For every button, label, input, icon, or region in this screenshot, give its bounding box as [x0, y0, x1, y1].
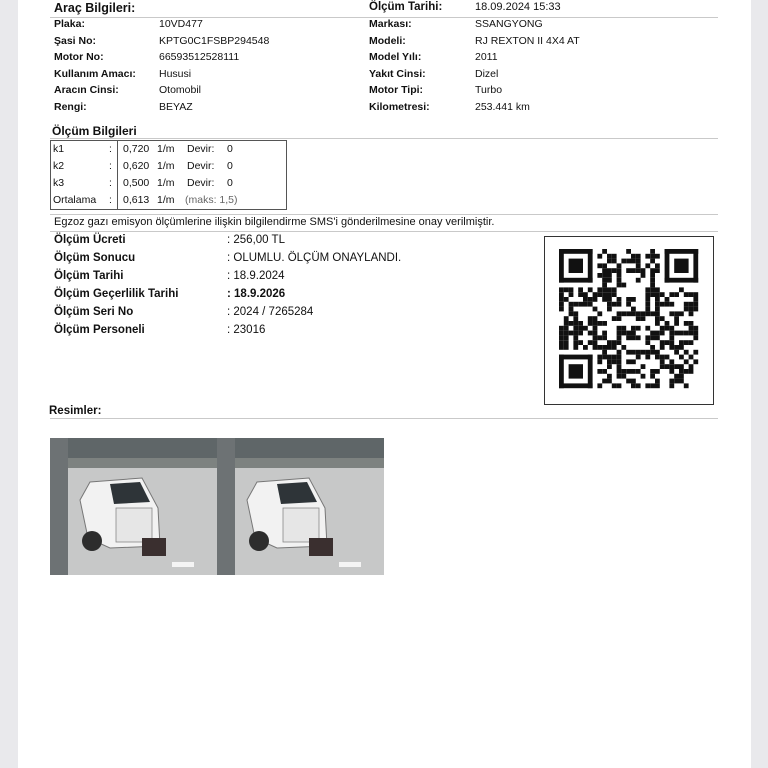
result-label: Ölçüm Seri No	[54, 306, 134, 318]
qr-code	[544, 236, 714, 405]
result-value: : 2024 / 7265284	[227, 306, 314, 318]
result-label: Ölçüm Ücreti	[54, 234, 126, 246]
measure-sep: :	[109, 143, 112, 155]
vehicle-photo-1	[50, 438, 217, 575]
rpm-value: 0	[227, 177, 233, 189]
measurement-average-row	[51, 192, 286, 209]
measure-value: 0,500	[123, 177, 150, 189]
measure-unit: 1/m	[157, 160, 175, 172]
measure-value: 0,720	[123, 143, 150, 155]
vehicle-field-label: Plaka:	[54, 18, 85, 30]
measure-name: Ortalama	[53, 194, 97, 206]
divider	[50, 231, 718, 232]
rpm-label: Devir:	[187, 160, 215, 172]
vehicle-field-value: KPTG0C1FSBP294548	[159, 34, 270, 47]
sms-consent-note: Egzoz gazı emisyon ölçümlerine ilişkin bilgilendirme SMS'i gönderilmesine onay verilmiştir.	[54, 216, 495, 228]
measure-value: 0,613	[123, 194, 150, 206]
result-label: Ölçüm Personeli	[54, 324, 145, 336]
measure-name: k3	[53, 177, 65, 189]
rpm-value: 0	[227, 160, 233, 172]
measure-date-value: 18.09.2024 15:33	[475, 1, 561, 13]
vehicle-info-heading: Araç Bilgileri:	[54, 1, 136, 15]
result-label: Ölçüm Tarihi	[54, 270, 124, 282]
vehicle-field-label: Motor Tipi:	[369, 84, 424, 97]
vehicle-field-label: Modeli:	[369, 34, 406, 47]
vehicle-field-label: Model Yılı:	[369, 51, 422, 64]
measure-name: k2	[53, 160, 65, 172]
divider	[50, 138, 718, 139]
measure-sep: :	[109, 177, 112, 189]
result-value: : OLUMLU. ÖLÇÜM ONAYLANDI.	[227, 252, 402, 264]
result-value: : 18.9.2026	[227, 288, 286, 300]
vehicle-field-label: Motor No:	[54, 51, 104, 64]
measurement-row	[51, 175, 286, 192]
result-label: Ölçüm Sonucu	[54, 252, 136, 264]
measurement-row	[51, 141, 286, 158]
measure-max: (maks: 1,5)	[185, 194, 238, 206]
divider	[50, 214, 718, 215]
vehicle-field-value: SSANGYONG	[475, 18, 543, 30]
result-value: : 23016	[227, 324, 266, 336]
vehicle-field-value: 66593512528111	[159, 51, 240, 64]
document-page	[18, 0, 751, 768]
vehicle-field-label: Şasi No:	[54, 34, 97, 47]
result-value: : 18.9.2024	[227, 270, 285, 282]
measure-unit: 1/m	[157, 194, 175, 206]
vehicle-field-value: Dizel	[475, 67, 499, 80]
vehicle-field-label: Rengi:	[54, 101, 87, 113]
vehicle-field-value: 253.441 km	[475, 101, 530, 113]
qr-code-icon	[545, 237, 713, 404]
measurement-table	[50, 140, 287, 210]
vehicle-field-label: Kullanım Amacı:	[54, 67, 136, 80]
measure-sep: :	[109, 194, 112, 206]
measure-sep: :	[109, 160, 112, 172]
divider	[50, 418, 718, 419]
rpm-value: 0	[227, 143, 233, 155]
vehicle-field-label: Markası:	[369, 18, 412, 30]
measure-unit: 1/m	[157, 177, 175, 189]
measurement-heading: Ölçüm Bilgileri	[52, 124, 137, 138]
result-label: Ölçüm Geçerlilik Tarihi	[54, 288, 179, 300]
result-value: : 256,00 TL	[227, 234, 285, 246]
measurement-row	[51, 158, 286, 175]
rpm-label: Devir:	[187, 177, 215, 189]
vehicle-field-label: Aracın Cinsi:	[54, 84, 119, 97]
vehicle-photo-2	[217, 438, 384, 575]
vehicle-field-value: BEYAZ	[159, 101, 193, 113]
measure-unit: 1/m	[157, 143, 175, 155]
vehicle-field-value: Otomobil	[159, 84, 202, 97]
images-heading: Resimler:	[49, 405, 102, 417]
vehicle-field-value: RJ REXTON II 4X4 AT	[475, 34, 580, 47]
measure-date-label: Ölçüm Tarihi:	[369, 1, 443, 13]
vehicle-field-value: Turbo	[475, 84, 503, 97]
measure-name: k1	[53, 143, 65, 155]
vehicle-field-value: Hususi	[159, 67, 192, 80]
rpm-label: Devir:	[187, 143, 215, 155]
vehicle-field-value: 2011	[475, 51, 498, 64]
vehicle-field-value: 10VD477	[159, 18, 203, 30]
vehicle-field-label: Kilometresi:	[369, 101, 430, 113]
vehicle-field-label: Yakıt Cinsi:	[369, 67, 426, 80]
measure-value: 0,620	[123, 160, 150, 172]
